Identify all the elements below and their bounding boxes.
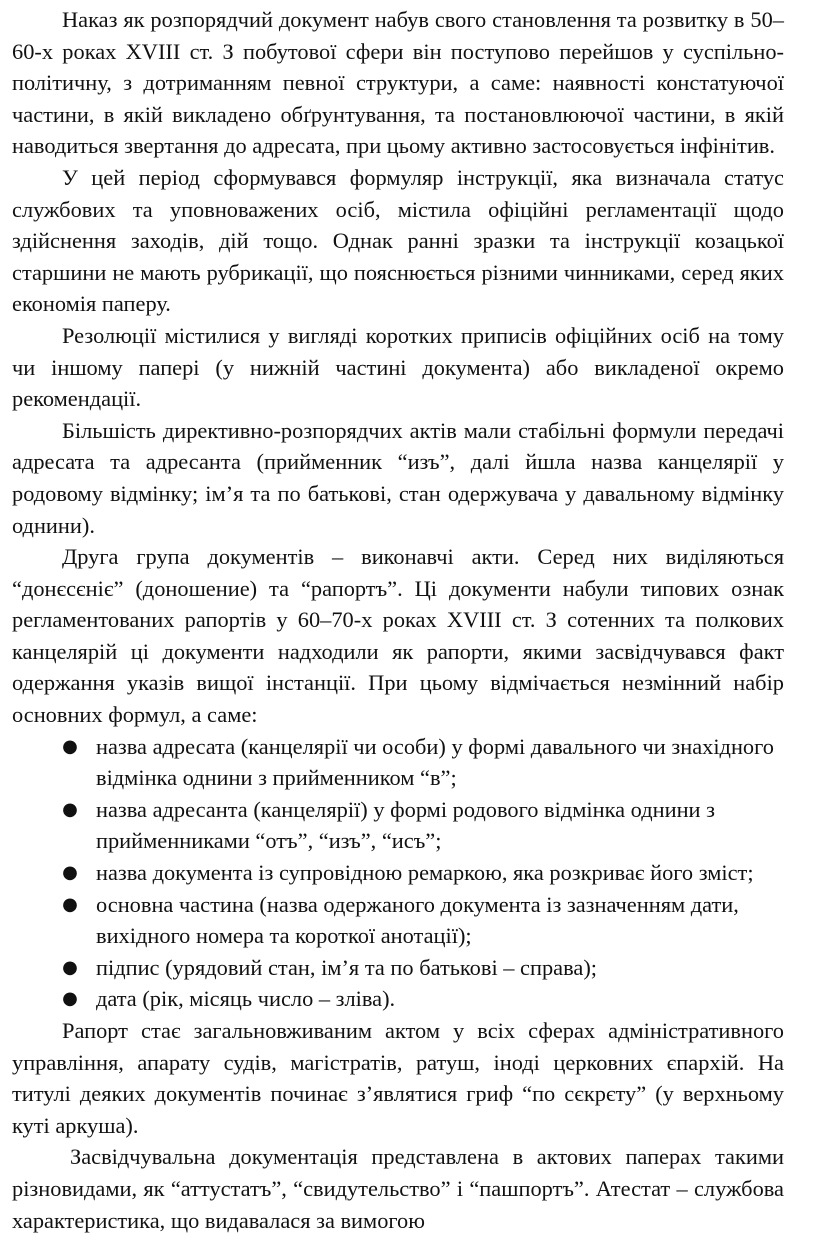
paragraph-rezoliutsii: Резолюції містилися у вигляді коротких приписів офіційних осіб на тому чи іншому папері (у нижній частині документа) або викладеної окремо рекомендації. xyxy=(12,322,784,412)
document-page xyxy=(12,4,784,1236)
formula-list xyxy=(12,731,784,1015)
list-item xyxy=(12,731,784,794)
list-item xyxy=(12,889,784,952)
list-item xyxy=(12,983,784,1015)
list-item-text: основна частина (назва одержаного документа із зазначенням дати, вихідного номера та короткої анотації); xyxy=(96,891,739,949)
paragraph-nakaz: Наказ як розпорядчий документ набув свого становлення та розвитку в 50–60-х роках XVIII ст. З побутової сфери він поступово перейшов у суспільно-політичну, з дотриманням певної структури, а саме: наявності констатуючої частини, в якій викладено обґрунтування, та постановлюючої частини, в якій наводиться звертання до адресата, при цьому активно застосовується інфінітив. xyxy=(12,7,784,159)
bullet-icon: ● xyxy=(62,735,78,757)
list-item xyxy=(12,794,784,857)
list-item xyxy=(12,952,784,984)
list-item xyxy=(12,857,784,889)
paragraph-instruktsiia: У цей період сформувався формуляр інструкції, яка визначала статус службових та уповноважених осіб, містила офіційні регламентації щодо здійснення заходів, дій тощо. Однак ранні зразки та інструкції козацької старшини не мають рубрикації, що пояснюється різними чинниками, серед яких економія паперу. xyxy=(12,164,784,317)
paragraph-zasvidchuvalna: Засвідчувальна документація представлена в актових паперах такими різновидами, як “аттустатъ”, “свидутельство” і “пашпортъ”. Атестат – службова характеристика, що видавалася за вимогою xyxy=(12,1144,784,1233)
paragraph-dyrektyvni-akty: Більшість директивно-розпорядчих актів мали стабільні формули передачі адресата та адресанта (прийменник “изъ”, далі йшла назва канцелярії у родовому відмінку; ім’я та по батькові, стан одержувача у давальному відмінку однини). xyxy=(12,417,784,538)
list-item-text: назва документа із супровідною ремаркою, яка розкриває його зміст; xyxy=(96,860,754,886)
list-item-text: підпис (урядовий стан, ім’я та по батькові – справа); xyxy=(96,954,598,980)
list-item-text: назва адресата (канцелярії чи особи) у формі давального чи знахідного відмінка однини з прийменником “в”; xyxy=(96,733,774,791)
paragraph-raport: Рапорт стає загальновживаним актом у всіх сферах адміністративного управління, апарату судів, магістратів, ратуш, іноді церковних єпархій. На титулі деяких документів починає з’являтися гриф “по сєкрєту” (у верхньому куті аркуша). xyxy=(12,1018,784,1138)
bullet-icon: ● xyxy=(62,956,78,978)
list-item-text: назва адресанта (канцелярії) у формі родового відмінка однини з прийменниками “отъ”, “изъ”, “исъ”; xyxy=(96,796,715,854)
bullet-icon: ● xyxy=(62,862,78,884)
bullet-icon: ● xyxy=(62,798,78,820)
paragraph-vykonavchi-akty: Друга група документів – виконавчі акти. Серед них виділяються “донєсєніє” (доношение) та “рапортъ”. Ці документи набули типових ознак регламентованих рапортів у 60–70-х роках XVIII ст. З сотенних та полкових канцелярій ці документи надходили як рапорти, якими засвідчувався факт одержання указів вищої інстанції. При цьому відмічається незмінний набір основних формул, а саме: xyxy=(12,544,784,728)
list-item-text: дата (рік, місяць число – зліва). xyxy=(96,986,396,1012)
bullet-icon: ● xyxy=(62,988,78,1010)
bullet-icon: ● xyxy=(62,893,78,915)
